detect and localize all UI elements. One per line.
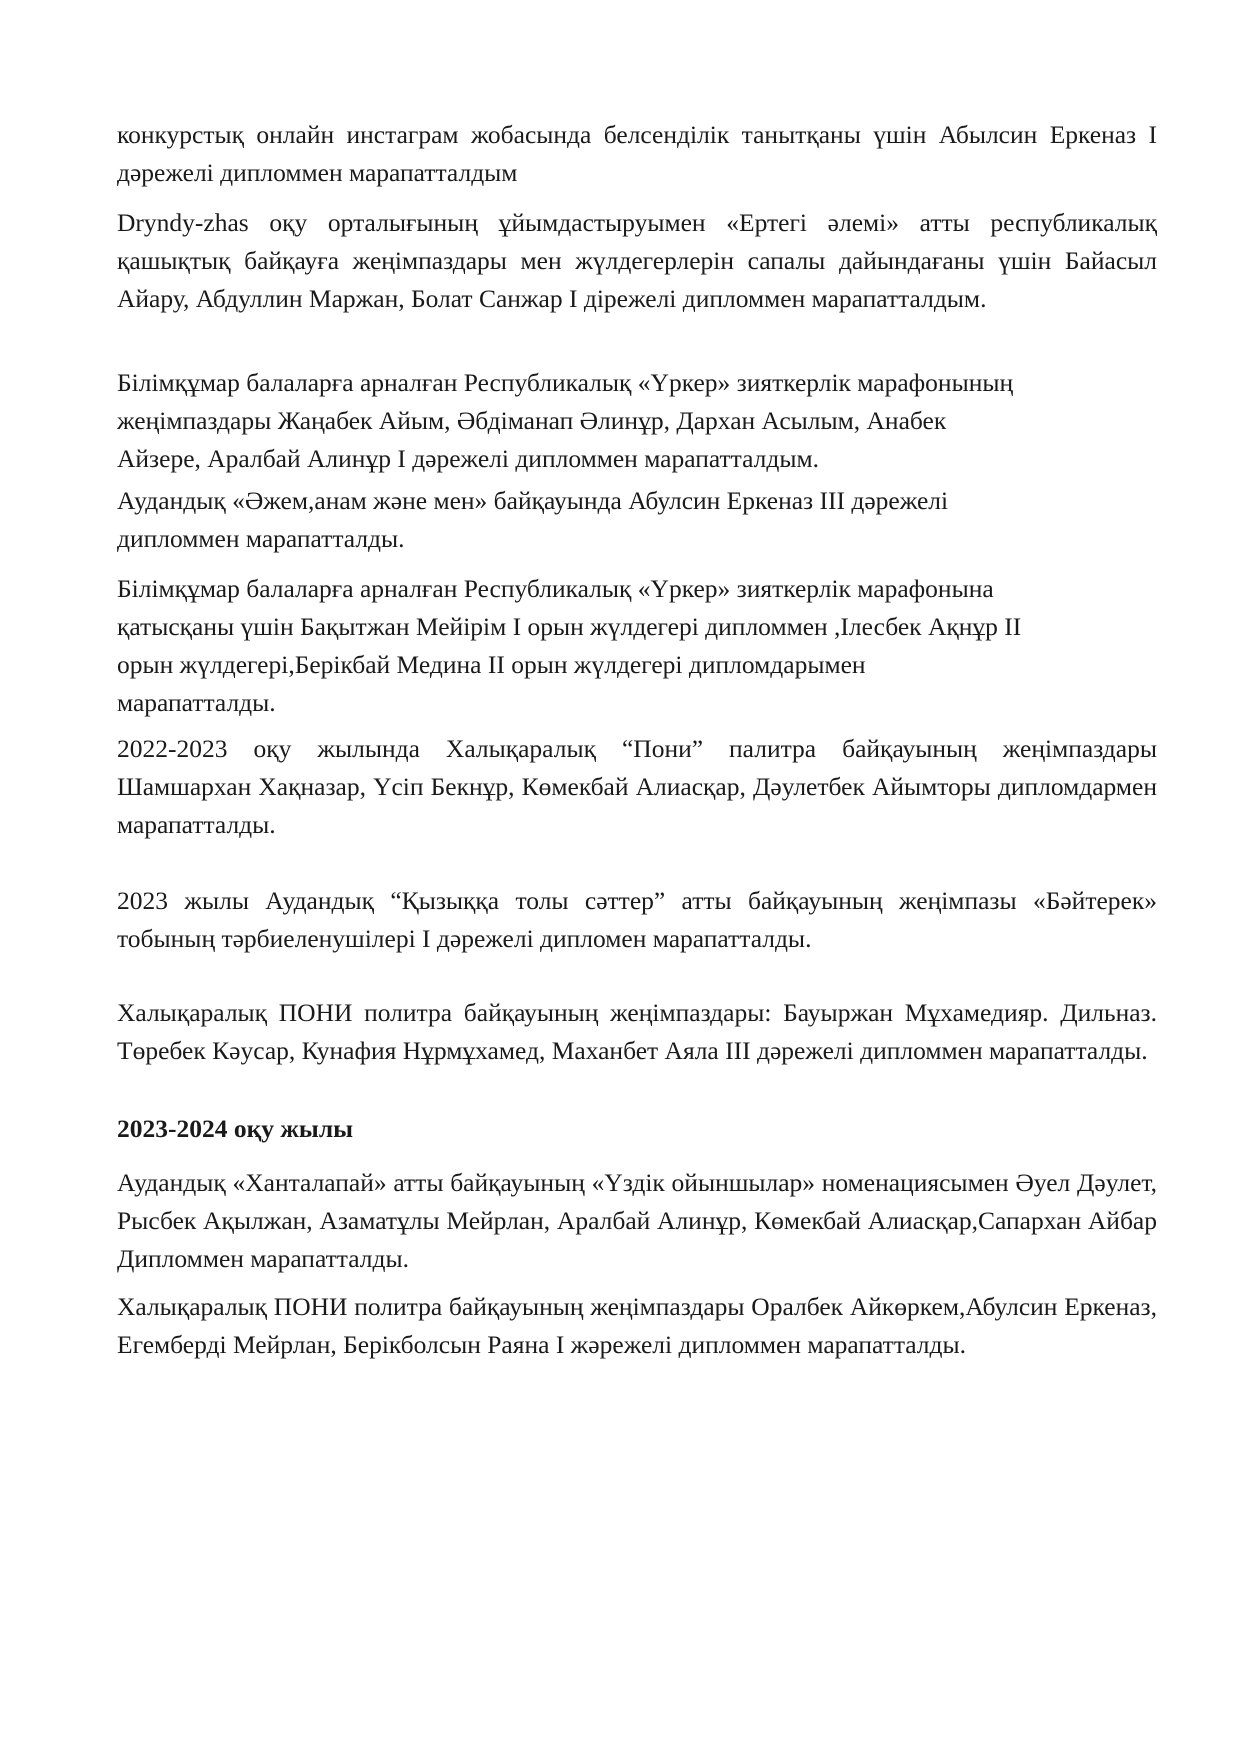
text-line: Шамшархан Хақназар, Үсіп Бекнұр, Көмекбай Алиасқар, Дәулетбек Айымторы — [117, 772, 991, 801]
text-line: Айзере, Аралбай Алинұр І дәрежелі дипломмен марапатталдым. — [117, 444, 820, 473]
paragraph-qyzyqqa-toly — [117, 882, 1157, 958]
text-line: Білімқұмар балаларға арналған Республикалық «Үркер» зияткерлік марафонына — [117, 574, 994, 603]
text-line: конкурстық онлайн инстаграм жобасында белсенділік танытқаны үшін Абылсин — [117, 120, 1038, 149]
text-line: республикалық қашықтық байқауға жеңімпаздары мен жүлдегерлерін сапалы — [117, 208, 1157, 275]
text-line: дипломмен марапатталды. — [117, 524, 405, 553]
text-line: Халықаралық ПОНИ политра байқауының жеңімпаздары: Бауыржан Мұхамедияр. — [117, 998, 1049, 1027]
text-line: Дильназ. Төребек Кәусар, Кунафия Нұрмұхамед, Маханбет Аяла ІІІ дәрежелі — [117, 998, 1157, 1065]
paragraph-urker-winners — [117, 364, 1157, 478]
paragraph-poni-politra — [117, 994, 1157, 1070]
text-line: Аудандық «Ханталапай» атты байқауының «Үздік ойыншылар» номенациясымен — [117, 1168, 1009, 1197]
section-heading-2023-2024 — [117, 1110, 1157, 1148]
text-line: дайындағаны үшін Байасыл Айару, Абдуллин Маржан, Болат Санжар I — [117, 246, 1157, 313]
text-line: Еркеназ І дәрежелі дипломмен марапатталдым — [117, 120, 1158, 187]
text-line: жеңімпаздары Жаңабек Айым, Әбдіманап Әлинұр, Дархан Асылым, Анабек — [117, 406, 947, 435]
paragraph-khantalapay — [117, 1164, 1157, 1278]
text-line: Аудандық «Әжем,анам және мен» байқауында Абулсин Еркеназ ІІІ дәрежелі — [117, 486, 949, 515]
text-line: марапатталды. — [117, 688, 276, 717]
paragraph-instagram-project — [117, 116, 1157, 192]
text-line: Халықаралық ПОНИ политра байқауының жеңімпаздары Оралбек — [117, 1292, 844, 1321]
text-line: «Бәйтерек» тобының тәрбиеленушілері І дәрежелі дипломен марапатталды. — [117, 886, 1157, 953]
text-line: 2023 жылы Аудандық “Қызыққа толы сәттер” атты байқауының жеңімпазы — [117, 886, 1017, 915]
paragraph-azhem-anam — [117, 482, 1157, 558]
heading-text: 2023-2024 оқу жылы — [117, 1114, 354, 1143]
text-line: Әуел Дәулет, Рысбек Ақылжан, Азаматұлы Мейрлан, Аралбай Алинұр, Көмекбай — [117, 1168, 1157, 1235]
paragraph-ertegi-alemi — [117, 204, 1157, 318]
paragraph-poni-politra-2 — [117, 1288, 1157, 1364]
text-line: Айкөркем,Абулсин Еркеназ, Егемберді Мейрлан, Берікболсын Раяна І жәрежелі — [117, 1292, 1158, 1359]
paragraph-urker-participants — [117, 570, 1157, 722]
text-line: 2022-2023 оқу жылында Халықаралық “Пони” палитра байқауының жеңімпаздары — [117, 734, 1157, 763]
text-line: Dryndy-zhas оқу орталығының ұйымдастыруымен «Ертегі әлемі» атты — [117, 208, 970, 237]
text-line: орын жүлдегері,Берікбай Медина ІІ орын жүлдегері дипломдарымен — [117, 650, 866, 679]
text-line: дипломмен марапатталды. — [678, 1330, 967, 1359]
text-line: қатысқаны үшін Бақытжан Мейірім І орын жүлдегері дипломмен ,Ілесбек Ақнұр ІІ — [117, 612, 1022, 641]
paragraph-poni-2022-2023 — [117, 730, 1157, 844]
text-line: Білімқұмар балаларға арналған Республикалық «Үркер» зияткерлік марафонының — [117, 368, 1014, 397]
text-line: Алиасқар,Сапархан Айбар Дипломмен марапатталды. — [117, 1206, 1157, 1273]
text-line: дипломмен марапатталды. — [860, 1036, 1148, 1065]
text-line: дірежелі дипломмен марапатталдым. — [583, 284, 987, 313]
text-line: дипломдармен марапатталды. — [117, 772, 1157, 839]
